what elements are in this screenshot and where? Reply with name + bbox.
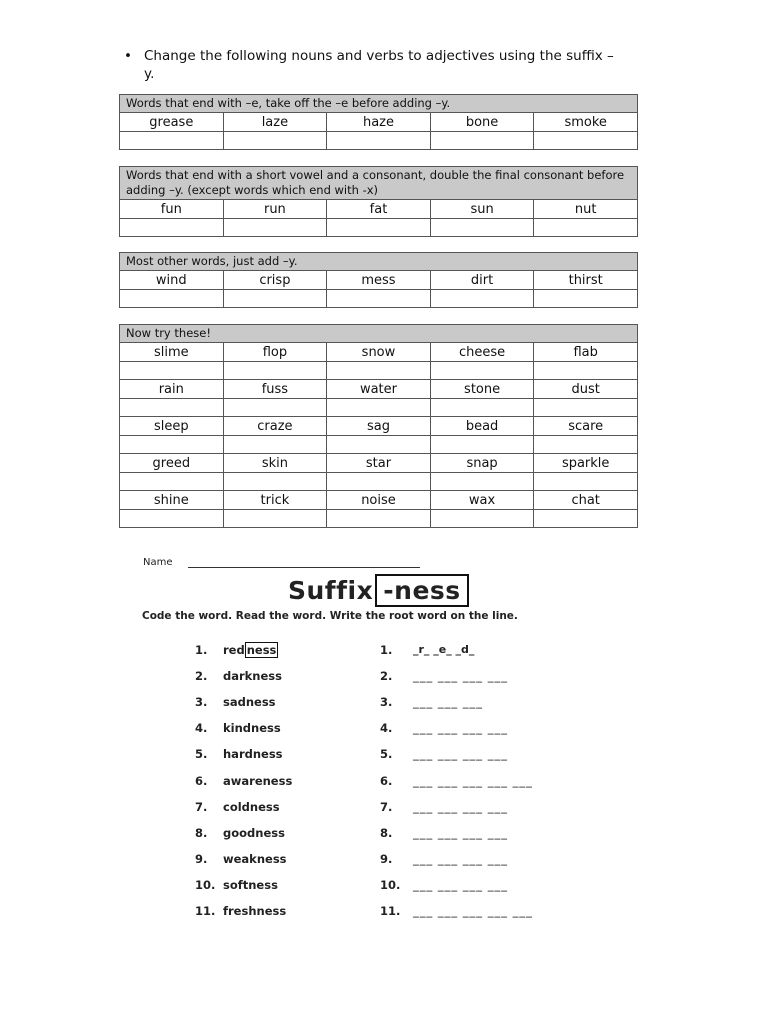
word-cell: sag: [327, 417, 431, 436]
answer-blanks[interactable]: ___ ___ ___ ___: [413, 799, 508, 814]
answer-number: 2.: [380, 669, 393, 684]
answer-number: 4.: [380, 721, 393, 736]
word-cell: fuss: [223, 380, 327, 399]
name-line: [188, 567, 420, 568]
table-heading-row: [120, 325, 638, 343]
item-word: coldness: [223, 799, 280, 814]
answer-number: 5.: [380, 747, 393, 762]
word-cell: flop: [223, 343, 327, 362]
item-word: weakness: [223, 851, 287, 866]
word-cell: thirst: [534, 271, 638, 290]
word-cell: dirt: [430, 271, 534, 290]
answer-blanks[interactable]: ___ ___ ___ ___: [413, 747, 508, 762]
item-word: awareness: [223, 773, 293, 788]
answer-cell[interactable]: [223, 473, 327, 491]
item-number: 2.: [195, 669, 208, 684]
answer-cell[interactable]: [430, 219, 534, 237]
word-cell: water: [327, 380, 431, 399]
answer-row: [120, 132, 638, 150]
item-number: 11.: [195, 904, 216, 918]
answer-cell[interactable]: [223, 436, 327, 454]
item-number: 6.: [195, 773, 208, 788]
answer-cell[interactable]: [327, 399, 431, 417]
word-cell: fat: [327, 200, 431, 219]
answer-cell[interactable]: [534, 290, 638, 308]
answer-cell[interactable]: [327, 219, 431, 237]
word-row: [120, 113, 638, 132]
table-heading: Words that end with a short vowel and a consonant, double the final consonant before adding –y. (except words which end with -x): [120, 167, 638, 200]
word-cell: craze: [223, 417, 327, 436]
word-cell: fun: [120, 200, 224, 219]
name-label: Name: [143, 557, 173, 568]
word-cell: slime: [120, 343, 224, 362]
table-heading-row: [120, 95, 638, 113]
item-word: hardness: [223, 747, 283, 762]
word-cell: sparkle: [534, 454, 638, 473]
item-word: goodness: [223, 825, 285, 840]
answer-number: 10.: [380, 877, 401, 892]
answer-cell[interactable]: [120, 510, 224, 528]
worksheet-instructions: Code the word. Read the word. Write the root word on the line.: [142, 610, 518, 622]
suffix-ness-worksheet: [140, 553, 600, 933]
answer-cell[interactable]: [223, 399, 327, 417]
answer-row: [120, 290, 638, 308]
word-cell: star: [327, 454, 431, 473]
word-cell: run: [223, 200, 327, 219]
word-cell: haze: [327, 113, 431, 132]
answer-cell[interactable]: [430, 132, 534, 150]
answer-number: 3.: [380, 695, 393, 710]
answer-cell[interactable]: [223, 290, 327, 308]
item-word: kindness: [223, 721, 281, 736]
answer-cell[interactable]: [120, 362, 224, 380]
word-root: red: [223, 643, 245, 657]
word-row: [120, 417, 638, 436]
answer-cell[interactable]: [534, 473, 638, 491]
word-cell: noise: [327, 491, 431, 510]
table-try-these: [119, 324, 638, 528]
list-item: [195, 800, 595, 820]
answer-blanks[interactable]: ___ ___ ___ ___: [413, 851, 508, 866]
word-row: [120, 454, 638, 473]
answer-row: [120, 510, 638, 528]
word-row: [120, 271, 638, 290]
bullet: •: [124, 48, 132, 64]
answer-number: 9.: [380, 851, 393, 866]
item-word: sadness: [223, 695, 276, 710]
answer-cell[interactable]: [120, 219, 224, 237]
answer-cell[interactable]: [534, 510, 638, 528]
table-heading-row: [120, 167, 638, 200]
answer-number: 11.: [380, 904, 401, 918]
table-double-consonant: [119, 166, 638, 237]
table-heading-row: [120, 253, 638, 271]
word-row: [120, 200, 638, 219]
answer-cell[interactable]: [430, 510, 534, 528]
word-cell: trick: [223, 491, 327, 510]
word-cell: dust: [534, 380, 638, 399]
answer-blanks[interactable]: ___ ___ ___ ___: [413, 877, 508, 892]
item-word: darkness: [223, 669, 282, 684]
answer-blanks[interactable]: ___ ___ ___ ___ ___: [413, 773, 533, 788]
list-item: [195, 721, 595, 741]
table-heading: Most other words, just add –y.: [120, 253, 638, 271]
answer-example: _r_ _e_ _d_: [413, 643, 475, 656]
answer-cell[interactable]: [120, 473, 224, 491]
answer-cell[interactable]: [223, 362, 327, 380]
word-cell: wind: [120, 271, 224, 290]
answer-cell[interactable]: [327, 290, 431, 308]
word-cell: crisp: [223, 271, 327, 290]
word-cell: scare: [534, 417, 638, 436]
word-cell: smoke: [534, 113, 638, 132]
word-cell: wax: [430, 491, 534, 510]
item-number: 9.: [195, 851, 208, 866]
list-item: [195, 904, 595, 924]
table-e-words: [119, 94, 638, 150]
word-suffix-box: ness: [246, 643, 277, 657]
item-number: 1.: [195, 643, 208, 657]
table-just-add-y: [119, 252, 638, 308]
list-item: [195, 774, 595, 794]
word-cell: stone: [430, 380, 534, 399]
answer-cell[interactable]: [327, 510, 431, 528]
item-word: softness: [223, 877, 278, 892]
answer-row: [120, 362, 638, 380]
worksheet-title: [288, 576, 469, 605]
answer-cell[interactable]: [223, 219, 327, 237]
answer-cell[interactable]: [430, 473, 534, 491]
answer-cell[interactable]: [327, 362, 431, 380]
word-cell: nut: [534, 200, 638, 219]
title-prefix: Suffix: [288, 576, 374, 605]
item-number: 3.: [195, 695, 208, 710]
list-item: [195, 826, 595, 846]
word-cell: shine: [120, 491, 224, 510]
answer-blanks[interactable]: ___ ___ ___ ___: [413, 825, 508, 840]
answer-cell[interactable]: [534, 132, 638, 150]
answer-cell[interactable]: [430, 290, 534, 308]
answer-cell[interactable]: [327, 473, 431, 491]
item-number: 5.: [195, 747, 208, 762]
word-cell: snap: [430, 454, 534, 473]
answer-cell[interactable]: [223, 510, 327, 528]
word-cell: laze: [223, 113, 327, 132]
title-suffix-box: -ness: [375, 574, 468, 607]
item-number: 10.: [195, 877, 216, 892]
word-row: [120, 343, 638, 362]
answer-row: [120, 399, 638, 417]
word-row: [120, 491, 638, 510]
table-heading: Now try these!: [120, 325, 638, 343]
word-cell: snow: [327, 343, 431, 362]
word-cell: skin: [223, 454, 327, 473]
item-word: [223, 643, 278, 657]
list-item: [195, 695, 595, 715]
word-cell: rain: [120, 380, 224, 399]
item-number: 7.: [195, 799, 208, 814]
item-number: 8.: [195, 825, 208, 840]
answer-cell[interactable]: [534, 362, 638, 380]
table-heading: Words that end with –e, take off the –e before adding –y.: [120, 95, 638, 113]
item-word: freshness: [223, 904, 287, 918]
answer-cell[interactable]: [430, 362, 534, 380]
answer-blanks[interactable]: ___ ___ ___ ___ ___: [413, 904, 533, 918]
answer-number: 7.: [380, 799, 393, 814]
answer-cell[interactable]: [534, 399, 638, 417]
word-row: [120, 380, 638, 399]
answer-blanks[interactable]: ___ ___ ___ ___: [413, 721, 508, 736]
answer-number: 1.: [380, 643, 393, 657]
word-cell: sun: [430, 200, 534, 219]
word-cell: cheese: [430, 343, 534, 362]
item-number: 4.: [195, 721, 208, 736]
word-cell: greed: [120, 454, 224, 473]
list-item: [195, 852, 595, 872]
word-cell: bead: [430, 417, 534, 436]
list-item: [195, 643, 595, 663]
word-cell: bone: [430, 113, 534, 132]
instruction: [124, 47, 624, 83]
word-cell: flab: [534, 343, 638, 362]
answer-cell[interactable]: [534, 436, 638, 454]
instruction-text: Change the following nouns and verbs to adjectives using the suffix –y.: [144, 48, 614, 82]
answer-row: [120, 436, 638, 454]
word-cell: mess: [327, 271, 431, 290]
answer-cell[interactable]: [327, 132, 431, 150]
answer-number: 6.: [380, 773, 393, 788]
answer-cell[interactable]: [120, 399, 224, 417]
answer-row: [120, 219, 638, 237]
answer-cell[interactable]: [430, 399, 534, 417]
answer-number: 8.: [380, 825, 393, 840]
answer-cell[interactable]: [534, 219, 638, 237]
answer-cell[interactable]: [120, 290, 224, 308]
answer-cell[interactable]: [120, 436, 224, 454]
list-item: [195, 878, 595, 898]
word-cell: sleep: [120, 417, 224, 436]
word-cell: grease: [120, 113, 224, 132]
answer-blanks[interactable]: ___ ___ ___: [413, 695, 484, 710]
list-item: [195, 747, 595, 767]
answer-cell[interactable]: [430, 436, 534, 454]
answer-cell[interactable]: [327, 436, 431, 454]
answer-blanks[interactable]: ___ ___ ___ ___: [413, 669, 508, 684]
list-item: [195, 669, 595, 689]
answer-row: [120, 473, 638, 491]
word-cell: chat: [534, 491, 638, 510]
answer-cell[interactable]: [120, 132, 224, 150]
answer-cell[interactable]: [223, 132, 327, 150]
